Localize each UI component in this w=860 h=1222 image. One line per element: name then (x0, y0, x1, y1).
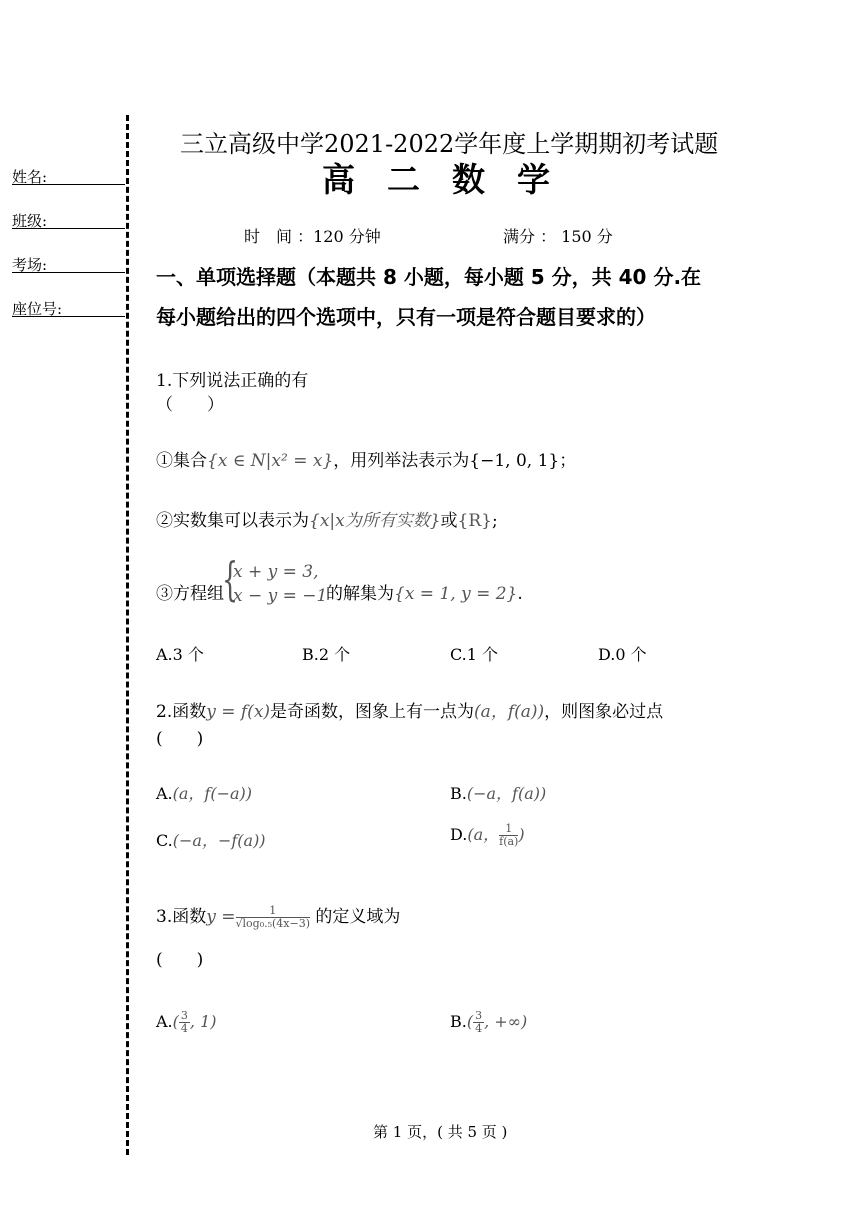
seat-field (12, 298, 62, 319)
q3-option-a-fraction (179, 1010, 190, 1035)
name-blank[interactable] (12, 184, 125, 185)
q1-s2-post: ; (491, 511, 498, 531)
section-heading-line1: 一、单项选择题（本题共 8 小题，每小题 5 分，共 40 分.在 (156, 265, 702, 289)
q1-option-c[interactable]: C.1 个 (450, 645, 499, 664)
class-field (12, 210, 47, 231)
q1-s3-eq2: x − y = −1 (233, 586, 328, 606)
q3-option-b-num: 3 (475, 1009, 483, 1022)
full-score: 满分 ： 150 分 (503, 227, 613, 246)
q1-s1-pre: ①集合 (156, 451, 207, 471)
q3-option-b-label: B. (450, 1012, 467, 1031)
q3-stem-den: √log₀.₅(4x−3) (235, 917, 311, 930)
q1-s3-mid: 的解集为 (326, 584, 394, 604)
section-heading-line2: 每小题给出的四个选项中，只有一项是符合题目要求的） (156, 305, 656, 329)
q1-s1-post: ，用列举法表示为{−1, 0, 1}； (333, 451, 577, 471)
q2-stem-math2: (a，f(a)) (474, 702, 545, 722)
q1-s2-math: {x|x为所有实数} (309, 511, 441, 531)
q2-option-c-math: (−a，−f(a)) (172, 831, 266, 850)
class-blank[interactable] (12, 228, 125, 229)
q3-stem-num: 1 (236, 905, 311, 918)
q1-statement-1 (156, 446, 576, 471)
q3-option-a-label: A. (156, 1012, 173, 1031)
q2-option-a-label: A. (156, 784, 173, 803)
system-brace-icon: { (222, 552, 239, 606)
q2-option-d-label: D. (450, 825, 468, 844)
q1-option-d[interactable]: D.0 个 (598, 645, 647, 664)
q3-option-b-den: 4 (475, 1022, 483, 1035)
q2-stem-mid: 是奇函数，图象上有一点为 (270, 702, 475, 722)
q2-stem-post: ，则图象必过点 (544, 702, 664, 722)
binding-dashed-line (126, 115, 129, 1155)
q2-option-b[interactable] (450, 781, 546, 804)
q2-stem-pre: 2.函数 (156, 702, 207, 722)
name-field (12, 166, 47, 187)
exam-time: 时 间 ：120 分钟 (244, 227, 381, 246)
q2-option-d-pre: (a， (467, 825, 500, 844)
q2-option-d-post: ) (518, 825, 525, 844)
exam-room-field (12, 254, 47, 275)
q3-option-a-post: , 1) (189, 1012, 217, 1031)
q3-stem-pre: 3.函数 (156, 907, 207, 927)
q2-option-a-math: (a，f(−a)) (172, 784, 253, 803)
seat-label: 座位号: (12, 300, 63, 318)
q3-option-a-pre: ( (172, 1012, 179, 1031)
q1-option-b[interactable]: B.2 个 (302, 645, 351, 664)
q1-answer-paren: （ ） (156, 395, 224, 415)
q1-statement-2 (156, 506, 498, 531)
exam-room-label: 考场: (12, 256, 48, 274)
q1-s1-math: {x ∈ N|x² = x} (207, 451, 334, 471)
q1-statement-3-tail (326, 579, 523, 604)
q3-option-b[interactable] (450, 1010, 527, 1035)
q2-stem (156, 697, 663, 722)
q2-stem-math: y = f(x) (206, 702, 271, 722)
q3-option-a-den: 4 (180, 1022, 188, 1035)
name-label: 姓名: (12, 168, 48, 186)
subject-title: 高二数学 (322, 160, 582, 199)
q1-s3-eq1: x + y = 3, (233, 562, 319, 582)
school-title: 三立高级中学2021-2022学年度上学期期初考试题 (180, 130, 719, 158)
page-footer: 第 1 页，( 共 5 页 ) (373, 1123, 508, 1141)
q1-s3-math: {x = 1, y = 2} (394, 584, 518, 604)
q1-option-a[interactable]: A.3 个 (156, 645, 204, 664)
q2-option-d[interactable] (450, 822, 525, 848)
q2-option-b-math: (−a，f(a)) (466, 784, 547, 803)
q3-stem-math: y = (206, 907, 236, 927)
q2-option-a[interactable] (156, 781, 252, 804)
q3-stem-post: 的定义域为 (310, 907, 401, 927)
q2-option-c[interactable] (156, 828, 266, 851)
q3-option-a-num: 3 (180, 1009, 188, 1022)
q1-s2-math2: {R} (457, 511, 492, 531)
q3-option-a[interactable] (156, 1010, 216, 1035)
exam-room-blank[interactable] (12, 272, 125, 273)
q2-option-b-label: B. (450, 784, 467, 803)
q1-s3-post: . (517, 584, 523, 604)
q3-option-b-fraction (473, 1010, 484, 1035)
q1-stem: 1.下列说法正确的有 (156, 371, 309, 391)
q2-option-c-label: C. (156, 831, 173, 850)
q2-answer-paren: ( ) (156, 729, 204, 749)
class-label: 班级: (12, 212, 48, 230)
q3-stem-fraction (236, 905, 311, 930)
q3-option-b-pre: ( (466, 1012, 474, 1031)
q1-s2-pre: ②实数集可以表示为 (156, 511, 309, 531)
q3-stem (156, 902, 400, 930)
q3-answer-paren: ( ) (156, 950, 204, 970)
q2-option-d-fraction (499, 823, 518, 848)
q1-s3-pre: ③方程组 (156, 584, 224, 604)
seat-blank[interactable] (12, 316, 125, 317)
q2-option-d-den: f(a) (499, 835, 519, 848)
q1-s2-mid: 或 (440, 511, 458, 531)
q3-option-b-post: , +∞) (484, 1012, 528, 1031)
q2-option-d-num: 1 (499, 823, 518, 836)
